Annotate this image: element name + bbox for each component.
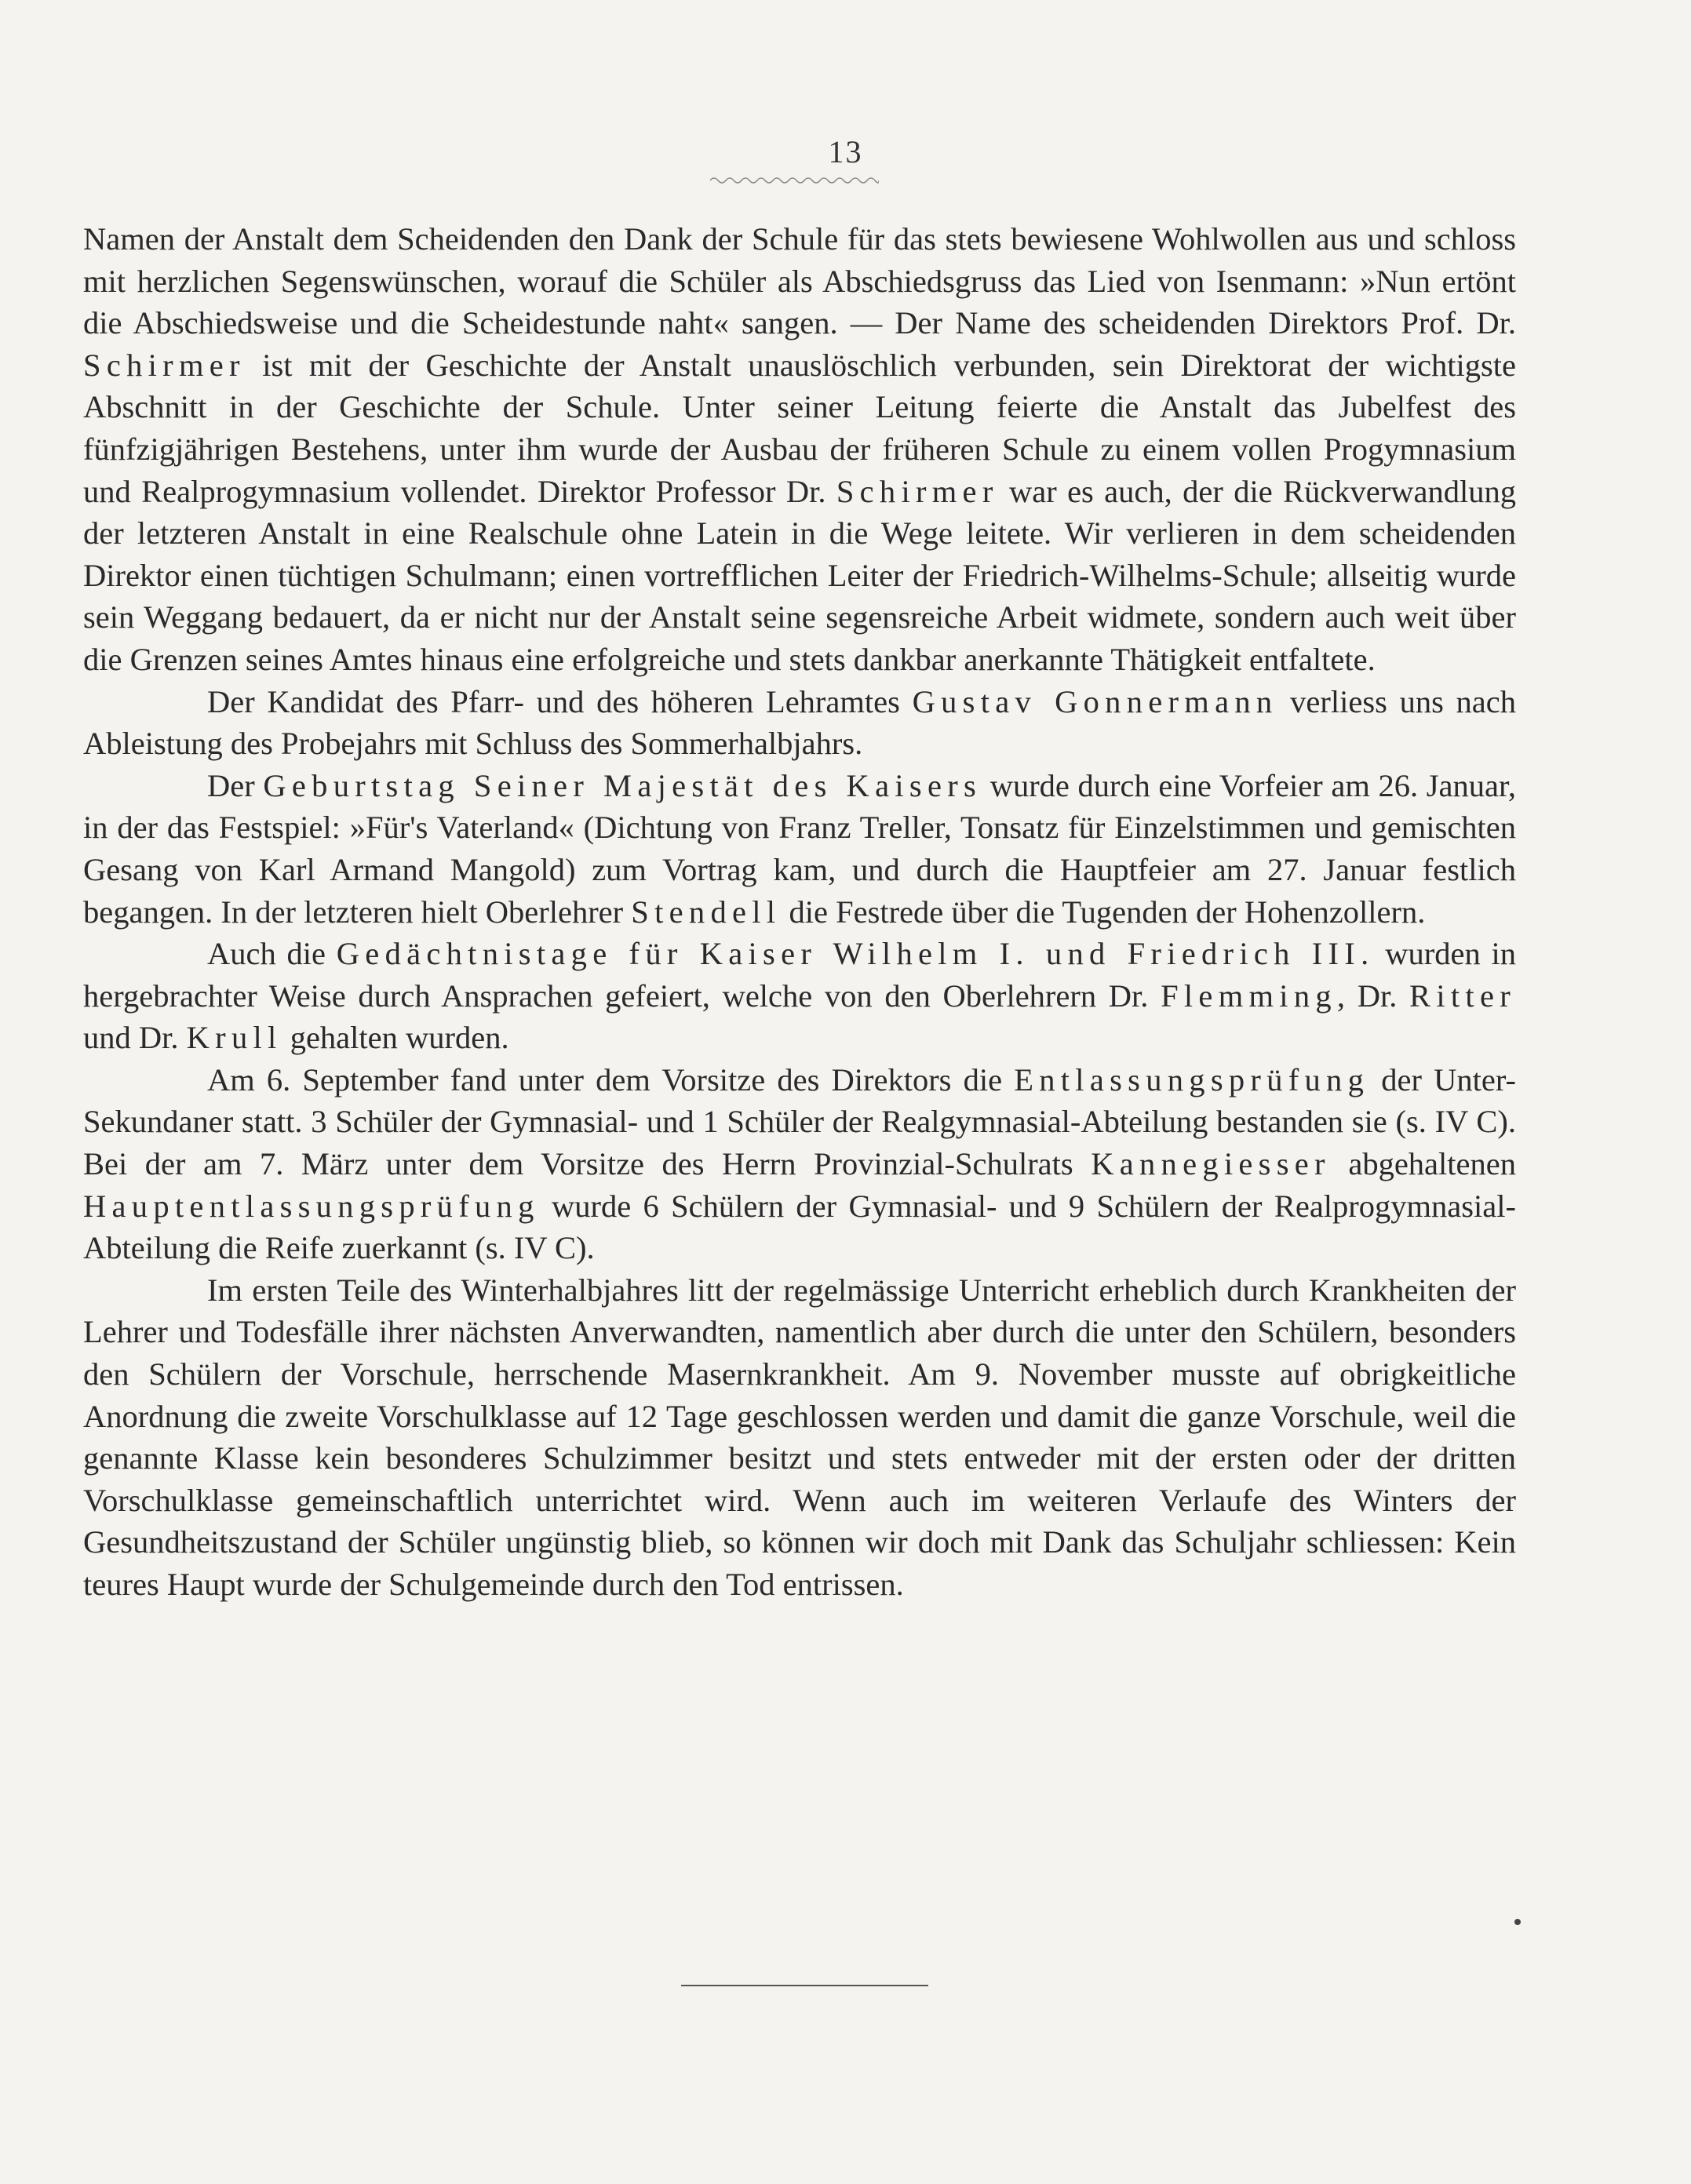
paragraph — [83, 1059, 1516, 1269]
text-run: Am 6. September fand unter dem Vorsitze des Direktors die — [207, 1061, 1015, 1097]
text-run: und Dr. — [83, 1020, 187, 1056]
spaced-emphasis: Flemming — [1161, 977, 1337, 1014]
text-run: wurde 6 Schülern der Gymnasial- und 9 Schülern der Realprogymnasial-Abteilung die Reife zuerkannt (s. IV C). — [83, 1188, 1516, 1266]
text-run: wurde durch eine Vorfeier am 26. Januar, in der das Festspiel: »Für's Vaterland« (Dichtung von Franz Treller, Tonsatz für Einzelstimmen und gemischten Gesang von Karl Armand Mangold) zum Vortrag kam, und durch die Hauptfeier am 27. Januar festlich begangen. In der letzteren hielt Oberlehrer — [83, 767, 1516, 930]
paragraph — [83, 933, 1516, 1059]
spaced-emphasis: Schirmer — [83, 347, 246, 383]
paragraph — [83, 681, 1516, 765]
text-run: abgehaltenen — [1330, 1146, 1516, 1182]
text-run: der Unter-Sekundaner statt. 3 Schüler der Gymnasial- und 1 Schüler der Realgymnasial-Abteilung bestanden sie (s. IV C). Bei der am 7. März unter dem Vorsitze des Herrn Provinzial-Schulrats — [83, 1061, 1516, 1182]
text-run: , Dr. — [1336, 977, 1410, 1014]
spaced-emphasis: Krull — [186, 1020, 282, 1056]
page-number: 13 — [828, 134, 863, 169]
text-run: die Festrede über die Tugenden der Hohenzollern. — [781, 894, 1426, 930]
text-run: Im ersten Teile des Winterhalbjahres litt der regelmässige Unterricht erheblich durch Krankheiten der Lehrer und Todesfälle ihrer nächsten Anverwandten, namentlich aber durch die unter den Schülern, besonders den Schülern der Vorschule, herrschende Masernkrankheit. Am 9. November musste auf obrigkeitliche Anordnung die zweite Vorschulklasse auf 12 Tage geschlossen werden und damit die ganze Vorschule, weil die genannte Klasse kein besonderes Schulzimmer besitzt und stets entweder mit der ersten oder der dritten Vorschulklasse gemeinschaftlich unterrichtet wird. Wenn auch im weiteren Verlaufe des Winters der Gesundheitszustand der Schüler ungünstig blieb, so können wir doch mit Dank das Schuljahr schliessen: Kein teures Haupt wurde der Schulgemeinde durch den Tod entrissen. — [83, 1272, 1516, 1602]
text-run: Der — [207, 767, 264, 803]
paragraph — [83, 218, 1516, 681]
paragraph — [83, 1269, 1516, 1606]
spaced-emphasis: Stendell — [631, 894, 782, 930]
spaced-emphasis: Hauptentlassungsprüfung — [83, 1188, 540, 1224]
text-run: Der Kandidat des Pfarr- und des höheren Lehramtes — [207, 683, 913, 719]
text-run: gehalten wurden. — [282, 1020, 509, 1056]
paragraph — [83, 765, 1516, 933]
text-run: wurden in hergebrachter Weise durch Ansprachen gefeiert, welche von den Oberlehrern Dr. — [83, 936, 1517, 1014]
body-text — [83, 218, 1516, 1606]
text-run: Auch die — [207, 936, 337, 972]
spaced-emphasis: Ritter — [1409, 977, 1516, 1014]
spaced-emphasis: Kannegiesser — [1091, 1146, 1331, 1182]
text-run: Namen der Anstalt dem Scheidenden den Dank der Schule für das stets bewiesene Wohlwollen aus und schloss mit herzlichen Segenswünschen, worauf die Schüler als Abschiedsgruss das Lied von Isenmann: »Nun ertönt die Abschiedsweise und die Scheidestunde naht« sangen. — Der Name des scheidenden Direktors Prof. Dr. — [83, 221, 1516, 341]
text-run: verliess uns nach Ableistung des Probejahrs mit Schluss des Sommerhalbjahrs. — [83, 683, 1516, 762]
spaced-emphasis: Gedächtnistage für Kaiser Wilhelm I. und Friedrich III. — [336, 936, 1375, 972]
spaced-emphasis: Entlassungsprüfung — [1014, 1061, 1370, 1097]
text-run: war es auch, der die Rückverwandlung der letzteren Anstalt in eine Realschule ohne Latein in die Wege leitete. Wir verlieren in dem scheidenden Direktor einen tüchtigen Schulmann; einen vortrefflichen Leiter der Friedrich-Wilhelms-Schule; allseitig wurde sein Weggang bedauert, da er nicht nur der Anstalt seine segensreiche Arbeit widmete, sondern auch weit über die Grenzen seines Amtes hinaus eine erfolgreiche und stets dankbar anerkannte Thätigkeit entfaltete. — [83, 473, 1516, 677]
end-rule — [681, 1985, 928, 1986]
spaced-emphasis: Gustav Gonnermann — [912, 683, 1278, 719]
spaced-emphasis: Geburtstag Seiner Majestät des Kaisers — [263, 767, 982, 803]
spaced-emphasis: Schirmer — [836, 473, 999, 509]
text-run: ist mit der Geschichte der Anstalt unauslöschlich verbunden, sein Direktorat der wichtigste Abschnitt in der Geschichte der Schule. Unter seiner Leitung feierte die Anstalt das Jubelfest des fünfzigjährigen Bestehens, unter ihm wurde der Ausbau der früheren Schule zu einem vollen Progymnasium und Realprogymnasium vollendet. Direktor Professor Dr. — [83, 347, 1516, 509]
decorative-wave-rule — [710, 174, 879, 187]
ink-dot — [1514, 1919, 1521, 1925]
